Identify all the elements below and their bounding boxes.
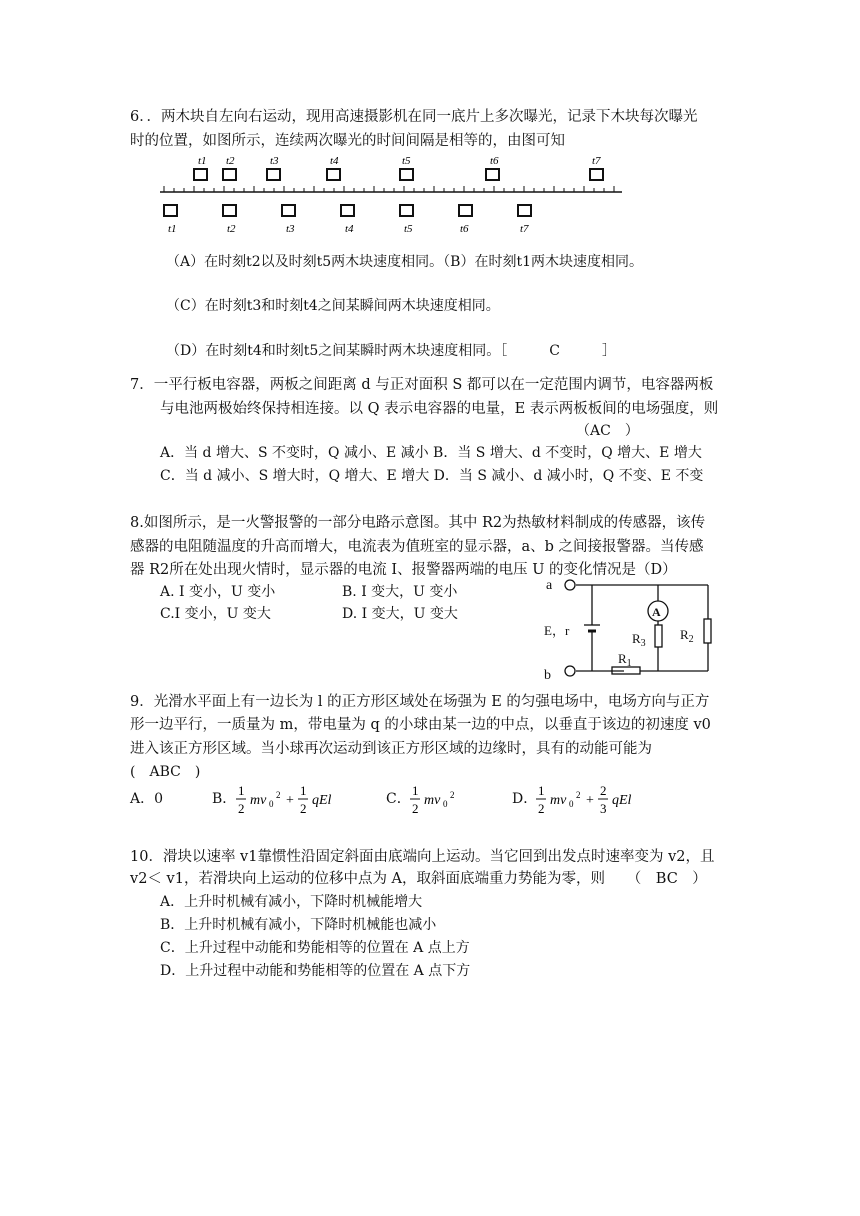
svg-text:mv: mv [250,793,267,808]
svg-text:2: 2 [450,790,455,800]
bottom-block [459,205,472,216]
bottom-block [282,205,295,216]
svg-text:1: 1 [412,783,419,798]
resistor-r3 [655,625,662,647]
svg-text:2: 2 [300,801,307,816]
top-block [590,169,603,180]
terminal-b [565,666,575,676]
bottom-block [400,205,413,216]
svg-text:+: + [586,793,594,808]
top-block [223,169,236,180]
top-label: t7 [592,155,601,167]
svg-text:+: + [286,793,294,808]
q10-option-b: B．上升时机械有减小，下降时机械能也减小 [160,917,437,933]
svg-text:2: 2 [238,801,245,816]
q7-line1: 7．一平行板电容器，两板之间距离 d 与正对面积 S 都可以在一定范围内调节，电容器两板 [130,377,714,393]
bottom-label: t2 [227,223,236,235]
q8-option-c: C.I 变小，U 变大 [160,606,271,622]
top-label: t1 [198,155,207,167]
svg-text:mv: mv [550,793,567,808]
q6-option-d: （D）在时刻t4和时刻t5之间某瞬时两木块速度相同。［ C ］ [166,343,617,359]
ruler-ticks [164,186,614,192]
svg-text:1: 1 [300,783,307,798]
svg-text:qEl: qEl [612,793,632,808]
label-r2: $R_2$ [680,627,694,645]
q9-option-a: A．0 [130,791,164,807]
svg-text:2: 2 [600,783,607,798]
q7-options-cd: C．当 d 减小、S 增大时，Q 增大、E 增大 D．当 S 减小、d 减小时，Q 不变、E 不变 [160,468,704,484]
svg-text:2: 2 [276,790,281,800]
top-block [194,169,207,180]
label-ammeter: A [652,605,661,619]
bottom-label: t7 [520,223,529,235]
top-label: t2 [226,155,235,167]
svg-text:0: 0 [269,799,274,809]
q6-option-ab: （A）在时刻t2以及时刻t5两木块速度相同。（B）在时刻t1两木块速度相同。 [166,254,643,270]
q9-option-b-label: B． [212,791,237,807]
svg-text:2: 2 [576,790,581,800]
q9-option-c-label: C． [386,791,411,807]
bottom-label: t3 [286,223,295,235]
svg-text:3: 3 [600,801,607,816]
bottom-label: t6 [460,223,469,235]
svg-text:2: 2 [538,801,545,816]
label-r3: $R_3$ [632,631,646,649]
bottom-block [164,205,177,216]
top-label: t4 [330,155,339,167]
top-label: t3 [270,155,279,167]
label-a: a [546,578,553,593]
top-block [327,169,340,180]
svg-text:mv: mv [424,793,441,808]
svg-text:2: 2 [412,801,419,816]
q9-option-b-formula [236,782,366,818]
q9-option-d-label: D． [512,791,538,807]
svg-text:1: 1 [238,783,245,798]
q8-option-d: D. I 变大，U 变大 [342,606,458,622]
q7-line2: 与电池两极始终保持相连接。以 Q 表示电容器的电量，E 表示两板板间的电场强度，则 [160,401,719,417]
q6-motion-diagram [150,150,630,240]
q6-option-c: （C）在时刻t3和时刻t4之间某瞬间两木块速度相同。 [166,298,500,314]
q9-option-d-formula [536,782,666,818]
svg-text:1: 1 [538,783,545,798]
terminal-a [565,580,575,590]
q7-answer: （AC ） [576,423,639,439]
q8-option-b: B. I 变大，U 变小 [342,584,458,600]
q8-line1: 8.如图所示，是一火警报警的一部分电路示意图。其中 R2为热敏材料制成的传感器，该传 [130,515,706,531]
bottom-label: t4 [345,223,354,235]
bottom-label: t5 [404,223,413,235]
label-r1: $R_1$ [618,651,632,669]
q8-line3: 器 R2所在处出现火情时，显示器的电流 I、报警器两端的电压 U 的变化情况是（D） [130,562,677,578]
bottom-block [518,205,531,216]
q8-circuit-diagram [540,575,730,685]
svg-text:0: 0 [569,799,574,809]
resistor-r2 [704,619,711,643]
q7-options-ab: A．当 d 增大、S 不变时，Q 减小、E 减小 B．当 S 增大、d 不变时，Q 增大、E 增大 [160,445,702,461]
q10-option-c: C．上升过程中动能和势能相等的位置在 A 点上方 [160,940,470,956]
q10-line2: v2＜ v1，若滑块向上运动的位移中点为 A，取斜面底端重力势能为零，则 （ BC ） [130,871,707,887]
q10-line1: 10．滑块以速率 v1靠惯性沿固定斜面由底端向上运动。当它回到出发点时速率变为 v2，且 [130,849,715,865]
q9-line1: 9．光滑水平面上有一边长为 l 的正方形区域处在场强为 E 的匀强电场中，电场方向与正方 [130,694,710,710]
svg-text:0: 0 [443,799,448,809]
q6-line2: 时的位置，如图所示，连续两次曝光的时间间隔是相等的，由图可知 [130,133,565,149]
bottom-block [223,205,236,216]
top-label: t5 [402,155,411,167]
top-block [486,169,499,180]
top-label: t6 [490,155,499,167]
q10-option-d: D．上升过程中动能和势能相等的位置在 A 点下方 [160,963,471,979]
q8-line2: 感器的电阻随温度的升高而增大，电流表为值班室的显示器，a、b 之间接报警器。当传感 [130,539,704,555]
svg-text:qEl: qEl [312,793,332,808]
q8-option-a: A. I 变小，U 变小 [160,584,276,600]
q9-option-c-formula [410,782,470,818]
q9-line2: 形一边平行，一质量为 m，带电量为 q 的小球由某一边的中点，以垂直于该边的初速度 v0 [130,717,711,733]
label-source: E，r [544,623,570,638]
bottom-label: t1 [168,223,177,235]
q9-answer: ( ABC ) [130,764,201,780]
bottom-block [341,205,354,216]
q6-line1: 6．．两木块自左向右运动，现用高速摄影机在同一底片上多次曝光，记录下木块每次曝光 [130,109,698,125]
top-block [400,169,413,180]
q10-option-a: A．上升时机械有减小，下降时机械能增大 [160,894,423,910]
label-b: b [544,668,551,683]
top-block [267,169,280,180]
q9-line3: 进入该正方形区域。当小球再次运动到该正方形区域的边缘时，具有的动能可能为 [130,741,652,757]
